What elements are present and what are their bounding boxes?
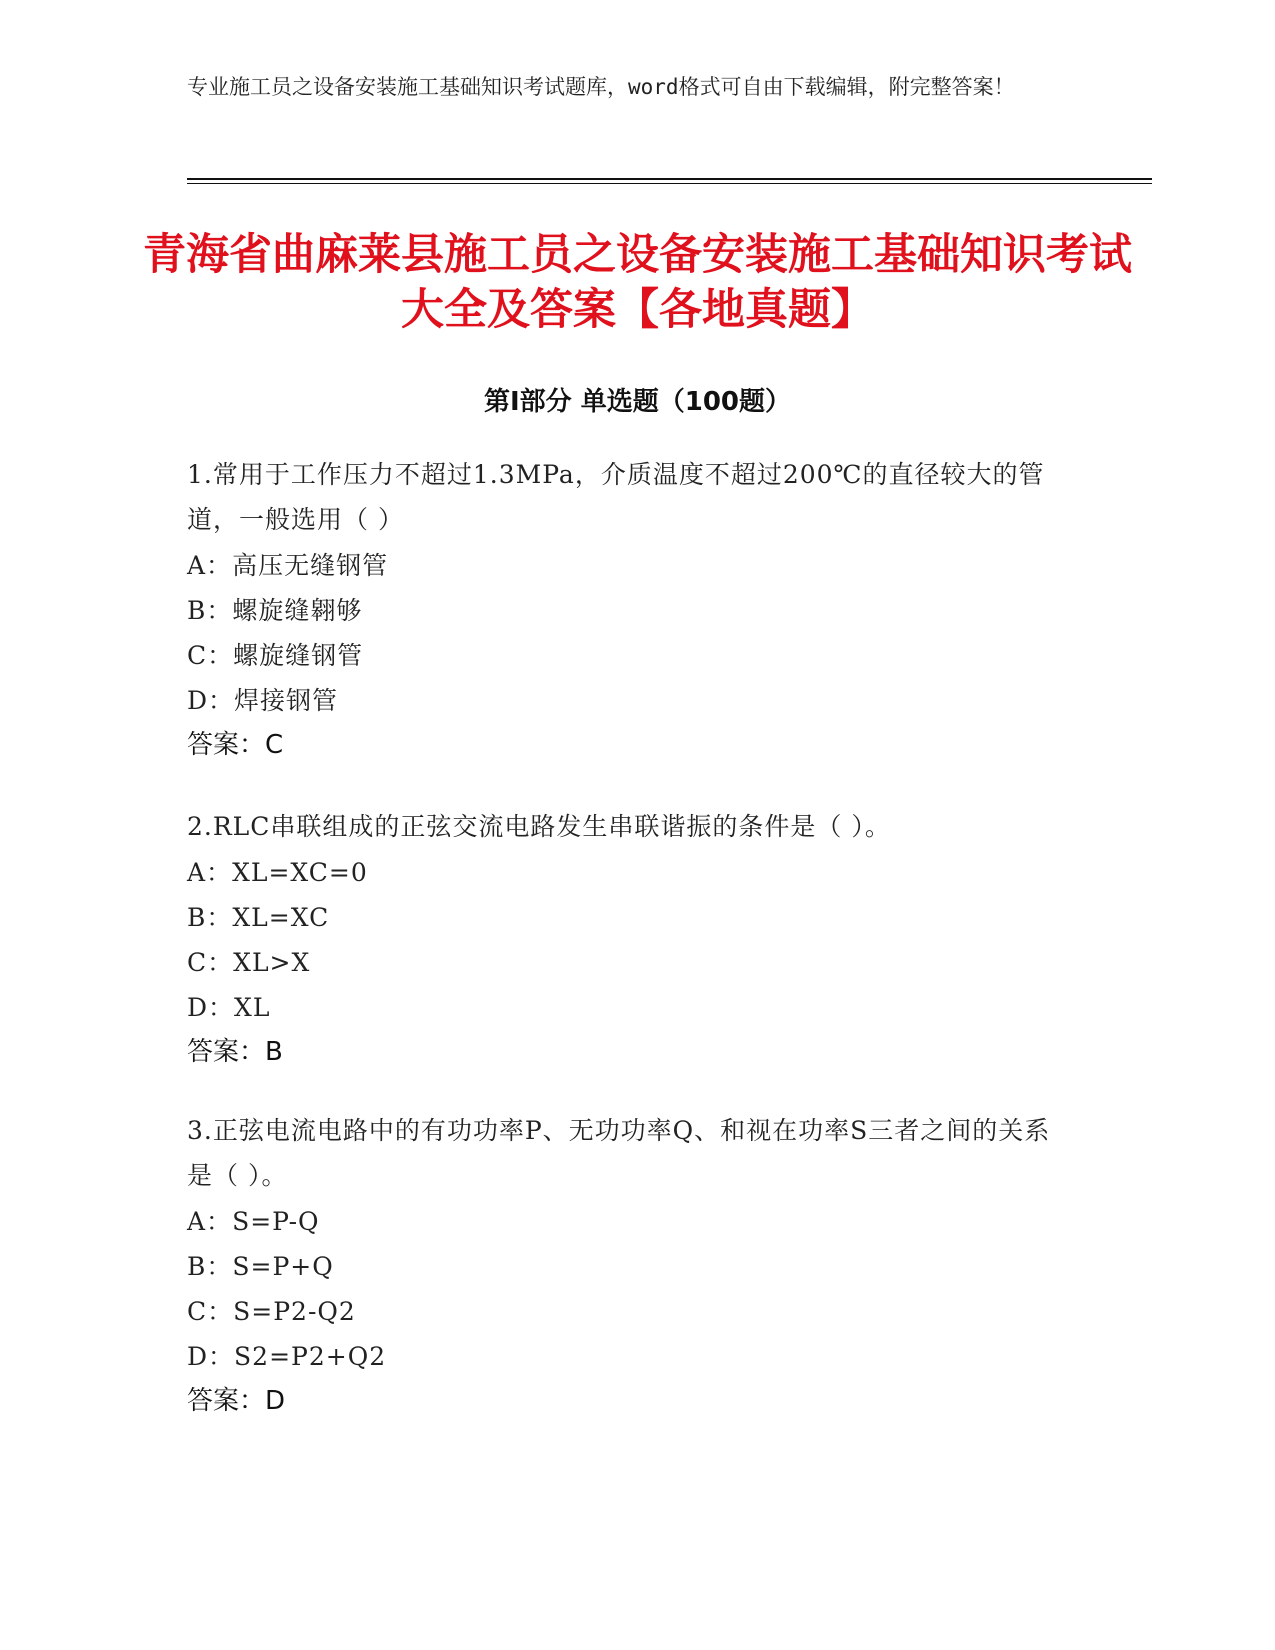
option-b — [187, 895, 1067, 940]
document-title: 青海省曲麻莱县施工员之设备安装施工基础知识考试大全及答案【各地真题】 — [143, 230, 1132, 335]
option-key: B： — [187, 1252, 233, 1281]
question-3 — [187, 1108, 1067, 1424]
question-1 — [187, 452, 1067, 768]
answer: 答案：B — [187, 1037, 283, 1067]
option-d — [187, 985, 1067, 1030]
option-key: D： — [187, 993, 235, 1022]
option-text: S=P-Q — [232, 1207, 320, 1236]
option-key: C： — [187, 641, 234, 670]
option-text: XL=XC=0 — [232, 858, 368, 887]
option-text: S=P+Q — [232, 1252, 334, 1281]
option-c — [187, 940, 1067, 985]
option-text: S=P2-Q2 — [233, 1297, 356, 1326]
option-key: D： — [187, 1342, 235, 1371]
header-rule-thick — [187, 178, 1152, 180]
option-a — [187, 850, 1067, 895]
header-note: 专业施工员之设备安装施工基础知识考试题库，word格式可自由下载编辑，附完整答案！ — [187, 75, 1015, 99]
option-text: S2=P2+Q2 — [234, 1342, 387, 1371]
question-stem: 3.正弦电流电路中的有功功率P、无功功率Q、和视在功率S三者之间的关系是（ ）。 — [187, 1116, 1051, 1190]
option-d — [187, 678, 1067, 723]
answer: 答案：D — [187, 1386, 286, 1416]
option-a — [187, 1199, 1067, 1244]
option-text: 高压无缝钢管 — [232, 551, 389, 580]
option-b — [187, 1244, 1067, 1289]
question-2 — [187, 804, 1067, 1075]
option-text: 焊接钢管 — [234, 686, 339, 715]
option-text: 螺旋缝钢管 — [233, 641, 364, 670]
header-rule-thin — [187, 183, 1152, 184]
option-text: 螺旋缝翱够 — [232, 596, 363, 625]
option-b — [187, 588, 1067, 633]
option-key: C： — [187, 948, 234, 977]
question-stem: 2.RLC串联组成的正弦交流电路发生串联谐振的条件是（ ）。 — [187, 812, 891, 841]
option-c — [187, 1289, 1067, 1334]
option-key: B： — [187, 903, 233, 932]
option-text: XL — [234, 993, 271, 1022]
option-key: A： — [187, 551, 233, 580]
option-d — [187, 1334, 1067, 1379]
option-a — [187, 543, 1067, 588]
section-heading: 第Ⅰ部分 单选题（100题） — [484, 387, 791, 417]
question-stem: 1.常用于工作压力不超过1.3MPa，介质温度不超过200℃的直径较大的管道，一般选用（ ） — [187, 460, 1045, 534]
option-key: D： — [187, 686, 235, 715]
option-key: A： — [187, 1207, 233, 1236]
option-c — [187, 633, 1067, 678]
option-key: A： — [187, 858, 233, 887]
option-key: C： — [187, 1297, 234, 1326]
option-key: B： — [187, 596, 233, 625]
answer: 答案：C — [187, 730, 284, 760]
option-text: XL=XC — [232, 903, 330, 932]
option-text: XL>X — [233, 948, 311, 977]
